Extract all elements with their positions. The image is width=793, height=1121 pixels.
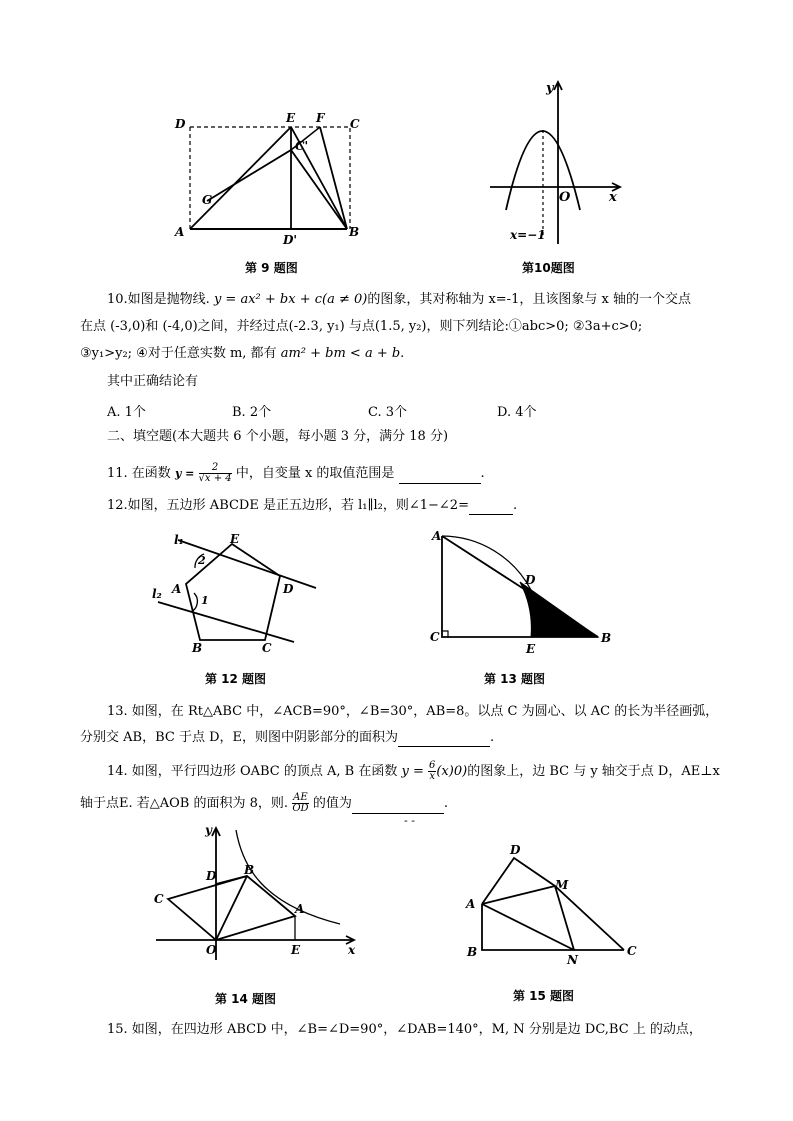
q13-line1: 13. 如图，在 Rt△ABC 中，∠ACB=90°，∠B=30°，AB=8。以点 C 为圆心、以 AC 的长为半径画弧，: [107, 704, 719, 719]
label-E: E: [526, 642, 536, 656]
label-E: E: [286, 111, 296, 125]
label-1: 1: [201, 594, 209, 607]
label-B: B: [349, 225, 360, 239]
caption-fig12: 第 12 题图: [205, 672, 267, 686]
q11-line: 11. 在函数 y = $\frac{2}{√x + 4}$ 中，自变量 x 的取值范围是 .: [107, 462, 485, 484]
q10-line3: ③y₁>y₂; ④对于任意实数 m, 都有 am² + bm < a + b.: [80, 346, 405, 361]
q10-option-b: B. 2个: [232, 405, 272, 420]
label-B: B: [244, 863, 255, 877]
caption-fig9: 第 9 题图: [245, 261, 298, 275]
label-D: D: [283, 582, 294, 596]
label-O: O: [559, 190, 571, 205]
label-2: 2: [198, 554, 206, 567]
label-N: N: [567, 953, 578, 966]
q13-line2: 分别交 AB，BC 于点 D，E，则图中阴影部分的面积为 .: [80, 730, 495, 745]
label-Dp: D': [283, 233, 298, 247]
label-B: B: [601, 631, 612, 645]
label-A: A: [466, 897, 476, 911]
label-y: y: [205, 824, 212, 837]
caption-fig13: 第 13 题图: [484, 672, 546, 686]
section-2-heading: 二、填空题(本大题共 6 个小题，每小题 3 分，满分 18 分): [107, 429, 449, 444]
q10-line2: 在点 (-3,0)和 (-4,0)之间，并经过点(-2.3, y₁) 与点(1.5, y₂)，则下列结论:①abc>0; ②3a+c>0;: [80, 319, 643, 334]
label-x: x: [609, 190, 617, 205]
figure-13: [428, 526, 618, 656]
q10-option-a: A. 1个: [107, 405, 146, 420]
label-A: A: [175, 225, 185, 239]
figure-14: [150, 824, 365, 964]
label-D: D: [175, 117, 186, 131]
caption-fig10: 第10题图: [522, 261, 575, 275]
label-l2: l₂: [152, 587, 162, 601]
label-M: M: [555, 878, 569, 892]
label-C: C: [154, 892, 164, 906]
q10-option-d: D. 4个: [497, 405, 537, 420]
figure-10: [486, 78, 636, 250]
label-C: C: [350, 117, 360, 131]
label-F: F: [316, 111, 325, 125]
label-B: B: [467, 945, 478, 959]
caption-fig15: 第 15 题图: [513, 989, 575, 1003]
shaded-region: [520, 582, 598, 637]
figure-9: [170, 108, 370, 248]
q15-line: 15. 如图，在四边形 ABCD 中，∠B=∠D=90°，∠DAB=140°，M, N 分别是边 DC,BC 上 的动点，: [107, 1022, 702, 1037]
caption-fig14: 第 14 题图: [215, 992, 277, 1006]
label-A: A: [432, 529, 442, 543]
label-D: D: [525, 573, 536, 587]
q14-fraction-2: $\frac{AE}{OD}$: [292, 792, 309, 814]
label-A: A: [295, 902, 305, 916]
q11-fraction: $\frac{2}{√x + 4}$: [198, 462, 232, 484]
label-axis: x=−1: [510, 228, 546, 242]
label-x: x: [348, 943, 356, 957]
label-C: C: [262, 641, 272, 655]
label-C: C: [627, 944, 637, 958]
label-E: E: [291, 943, 301, 957]
label-y: y: [546, 81, 554, 96]
label-B: B: [192, 641, 203, 655]
q10-line1: 10.如图是抛物线. y = ax² + bx + c(a ≠ 0)的图象，其对称轴为 x=-1，且该图象与 x 轴的一个交点: [107, 292, 691, 307]
label-l1: l₁: [174, 533, 184, 547]
label-O: O: [206, 943, 217, 957]
q10-line4: 其中正确结论有: [107, 374, 199, 389]
page-dash: - -: [404, 814, 415, 827]
figure-12: [148, 530, 323, 660]
q10-option-c: C. 3个: [368, 405, 408, 420]
label-E: E: [230, 532, 240, 546]
q14-line2: 轴于点E. 若△AOB 的面积为 8，则. $\frac{AE}{OD}$ 的值为 .: [80, 792, 448, 814]
figure-15: [462, 836, 642, 966]
label-C: C: [430, 630, 440, 644]
label-G: G: [202, 193, 213, 207]
label-D: D: [206, 869, 217, 883]
label-Cp: C': [295, 139, 309, 153]
label-D: D: [510, 843, 521, 857]
label-A: A: [172, 582, 182, 596]
q14-line1: 14. 如图，平行四边形 OABC 的顶点 A, B 在函数 y = $\frac{6}{x}$ (x)0)的图象上，边 BC 与 y 轴交于点 D，AE⊥x: [107, 760, 720, 782]
q12-line: 12.如图，五边形 ABCDE 是正五边形，若 l₁∥l₂，则∠1−∠2= .: [107, 498, 518, 513]
q14-fraction: $\frac{6}{x}$: [428, 760, 436, 782]
